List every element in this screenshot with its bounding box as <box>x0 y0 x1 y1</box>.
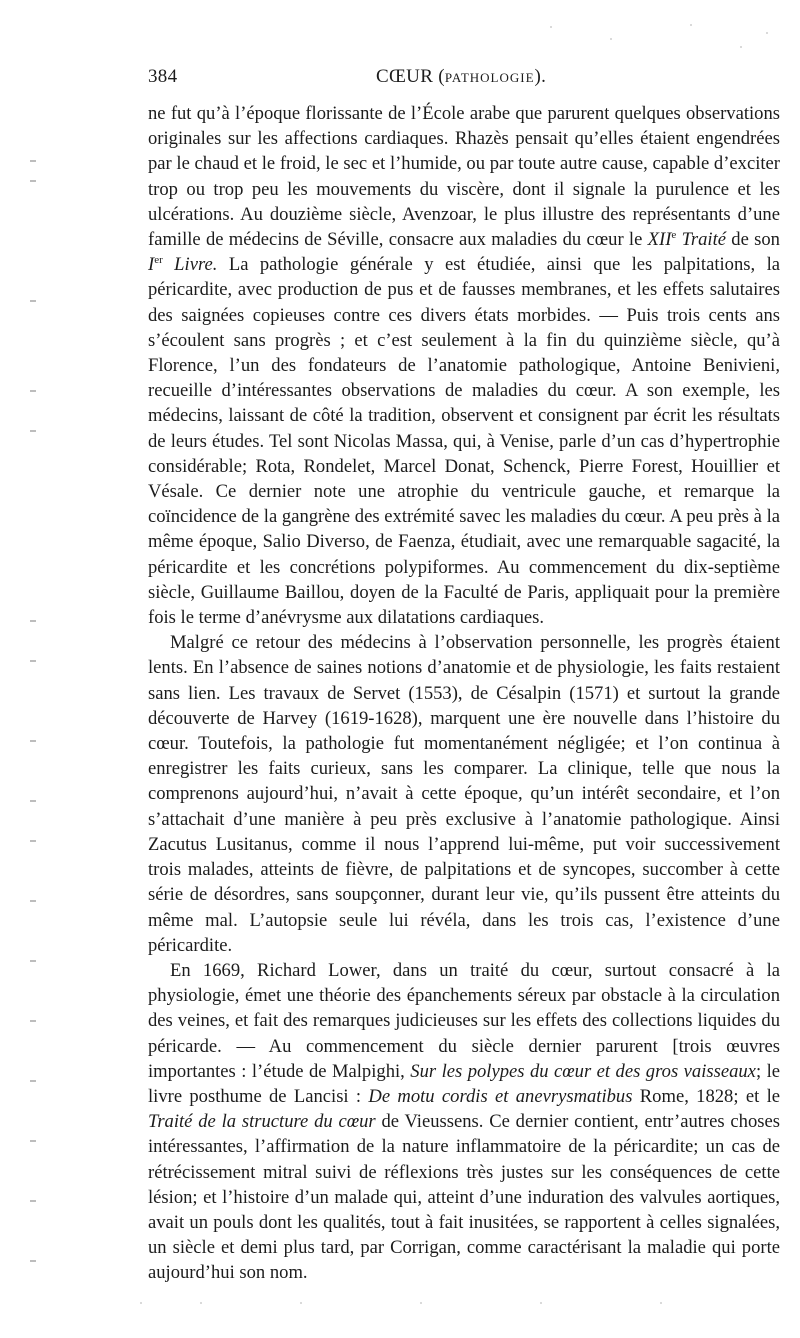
paragraph-progress-slow <box>148 630 780 958</box>
scan-mark <box>30 390 36 392</box>
scan-speck <box>540 1302 542 1304</box>
scan-specks-bottom <box>140 1300 740 1306</box>
scan-mark <box>30 1260 36 1262</box>
scan-mark <box>30 430 36 432</box>
scan-margin-marks <box>30 140 42 1300</box>
running-head-close: ). <box>534 66 547 87</box>
running-head-main: CŒUR ( <box>376 66 445 87</box>
scan-mark <box>30 840 36 842</box>
scan-speck <box>766 32 768 34</box>
scan-speck <box>300 1302 302 1304</box>
text-run: Malgré ce retour des médecins à l’observation personnelle, les progrès étaient lents. En l’absence de saines notions d’anatomie et de physiologie, les faits restaient sans lien. Les travaux de Servet (1553), de Césalpin (1571) et surtout la grande découverte de Harvey (1619-1628), marquent une ère nouvelle dans l’histoire du cœur. Toutefois, la pathologie fut momentanément négligée; et l’on continua à enregistrer les faits curieux, sans les comparer. La clinique, telle que nous la comprenons aujourd’hui, n’avait à cette époque, qu’un intérêt secondaire, et l’on s’attachait d’une manière à peu près exclusive à l’anatomie pathologique. Ainsi Zacutus Lusitanus, comme il nous l’apprend lui-même, put voir successivement trois malades, atteints de fièvre, de palpitations et de syncopes, succomber à cette série de désordres, sans soupçonner, durant leur vie, qu’ils pussent être atteints du même mal. L’autopsie seule lui révéla, dans les trois cas, l’existence d’une péricardite. <box>148 632 780 956</box>
scan-specks-top <box>540 20 780 60</box>
italic-run: I <box>148 254 155 276</box>
scan-speck <box>200 1302 202 1304</box>
paragraph-lower-and-18th-century <box>148 958 780 1286</box>
scan-speck <box>550 26 552 28</box>
scan-mark <box>30 900 36 902</box>
page-body <box>148 101 780 1286</box>
paragraph-history-arab-to-17th-century <box>148 101 780 630</box>
text-run: de Vieussens. Ce dernier contient, entr’autres choses intéressantes, l’affirmation de la nature inflammatoire de la péricardite; un cas de rétrécissement mitral suivi de réflexions très justes sur les conséquences de cette lésion; et l’histoire d’un malade qui, atteint d’une induration des valvules aortiques, avait un pouls dont les qualités, tout à fait inusitées, se rapportent à celles signalées, un siècle et demi plus tard, par Corrigan, comme caractérisant la maladie qui porte aujourd’hui son nom. <box>148 1111 780 1284</box>
scan-speck <box>690 24 692 26</box>
superscript: er <box>154 254 163 267</box>
scan-mark <box>30 1080 36 1082</box>
running-head <box>376 66 546 88</box>
scan-speck <box>140 1302 142 1304</box>
italic-run: XII <box>647 229 672 251</box>
scan-mark <box>30 160 36 162</box>
page-number: 384 <box>148 66 178 87</box>
text-run: Rome, 1828; et le <box>632 1085 780 1107</box>
text-run: La pathologie générale y est étudiée, ainsi que les palpitations, la péricardite, avec production de pus et de fausses membranes, et les effets salutaires des saignées copieuses contre ces divers états morbides. — Puis trois cents ans s’écoulent sans progrès ; et c’est seulement à la fin du quinzième siècle, qu’à Florence, l’un des fondateurs de l’anatomie pathologique, Antoine Benivieni, recueille d’intéressantes observations de maladies du cœur. A son exemple, les médecins, laissant de côté la tradition, observent et consignent par écrit les résultats de leurs études. Tel sont Nicolas Massa, qui, à Venise, parle d’un cas d’hypertrophie considérable; Rota, Rondelet, Marcel Donat, Schenck, Pierre Forest, Houillier et Vésale. Ce dernier note une atrophie du ventricule gauche, et remarque la coïncidence de la gangrène des extrémité savec les maladies du cœur. A peu près à la même époque, Salio Diverso, de Faenza, étudiait, avec une remarquable sagacité, la péricardite et les concrétions polypiformes. Au commencement du dix-septième siècle, Guillaume Baillou, doyen de la Faculté de Paris, appliquait pour la première fois le terme d’anévrysme aux dilatations cardiaques. <box>148 254 780 629</box>
page-header <box>148 66 784 96</box>
scan-speck <box>740 46 742 48</box>
running-head-small-caps: PATHOLOGIE <box>444 70 535 85</box>
scan-speck <box>420 1302 422 1304</box>
scan-mark <box>30 620 36 622</box>
italic-run: De motu cordis et anevrysmatibus <box>368 1085 633 1107</box>
scan-mark <box>30 1140 36 1142</box>
text-run: ne fut qu’à l’époque florissante de l’École arabe que parurent quelques observations originales sur les affections cardiaques. Rhazès pensait qu’elles étaient engendrées par le chaud et le froid, le sec et l’humide, ou par toute autre cause, capable d’exciter trop ou trop peu les mouvements du viscère, dont il signale la purulence et les ulcérations. Au douzième siècle, Avenzoar, le plus illustre des représentants d’une famille de médecins de Séville, consacre aux maladies du cœur le <box>148 103 780 251</box>
scan-mark <box>30 800 36 802</box>
scan-mark <box>30 300 36 302</box>
italic-run: Traité de la structure du cœur <box>148 1111 376 1133</box>
scan-mark <box>30 660 36 662</box>
scan-mark <box>30 1020 36 1022</box>
scan-mark <box>30 180 36 182</box>
text-run: En 1669, Richard Lower, dans un traité du cœur, surtout consacré à la physiologie, émet une théorie des épanchements séreux par obstacle à la circulation des veines, et fait des remarques judicieuses sur les effets des collections liquides du péricarde. — Au commencement du siècle dernier parurent [trois œuvres importantes : l’étude de Malpighi, <box>148 959 780 1082</box>
superscript: e <box>671 228 677 241</box>
scan-mark <box>30 960 36 962</box>
text-run: ; le livre posthume de Lancisi : <box>148 1060 780 1107</box>
scan-mark <box>30 740 36 742</box>
italic-run: Traité <box>676 229 727 251</box>
text-run: de son <box>726 229 780 251</box>
scan-speck <box>660 1302 662 1304</box>
italic-run: Sur les polypes du cœur et des gros vaisseaux <box>410 1060 756 1082</box>
scan-mark <box>30 1200 36 1202</box>
scan-speck <box>610 38 612 40</box>
italic-run: Livre. <box>162 254 218 276</box>
